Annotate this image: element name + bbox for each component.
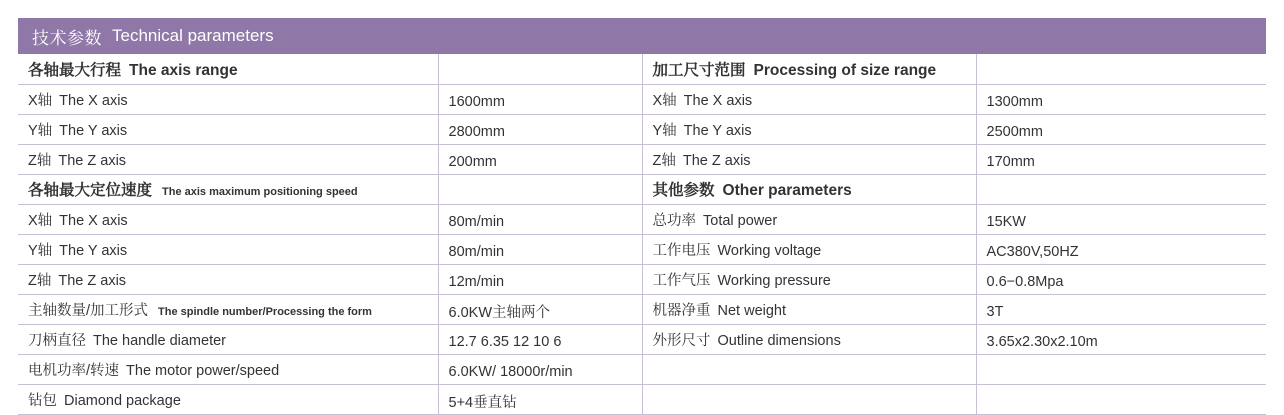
row-value-cell — [438, 234, 642, 264]
row-label-cell — [642, 354, 976, 384]
row-label-en: The axis maximum positioning speed — [162, 186, 358, 198]
row-label-cell — [642, 324, 976, 354]
row-label-en: The axis range — [129, 61, 238, 79]
row-label-cn: 工作电压 — [652, 242, 711, 259]
row-label-cell — [642, 174, 976, 204]
row-label-en: Working voltage — [717, 242, 822, 259]
row-label-en: The Y axis — [59, 242, 128, 259]
row-label-cn: X轴 — [28, 92, 53, 109]
row-label-cell — [642, 144, 976, 174]
row-value: 1300mm — [986, 93, 1043, 110]
row-label-cell — [18, 264, 438, 294]
row-value-cell — [438, 84, 642, 114]
row-value-cell — [438, 144, 642, 174]
technical-parameters-panel — [18, 18, 1266, 415]
row-label-cn: 外形尺寸 — [652, 332, 711, 349]
row-label-cn: Z轴 — [28, 272, 52, 289]
row-label-cn: 钻包 — [28, 392, 57, 409]
row-value: 12m/min — [448, 273, 505, 290]
row-label-en: Working pressure — [717, 272, 831, 289]
row-value-cell — [438, 204, 642, 234]
row-label-cn: 各轴最大行程 — [28, 61, 122, 79]
row-label-cell — [18, 384, 438, 414]
row-value: 0.6−0.8Mpa — [986, 273, 1064, 290]
row-label-cell — [642, 264, 976, 294]
row-value: 170mm — [986, 153, 1035, 170]
row-label-cell — [18, 294, 438, 324]
table-row — [18, 384, 1266, 414]
row-label-cn: Y轴 — [28, 242, 53, 259]
row-label-cell — [18, 114, 438, 144]
table-row — [18, 204, 1266, 234]
row-label-cell — [642, 204, 976, 234]
panel-title-en: Technical parameters — [112, 26, 274, 45]
row-label-cell — [642, 294, 976, 324]
row-value-cell — [976, 54, 1266, 84]
row-label-cn: Y轴 — [652, 122, 677, 139]
table-row — [18, 264, 1266, 294]
row-label-cn: Z轴 — [28, 152, 52, 169]
row-value: 15KW — [986, 213, 1026, 230]
row-label-en: The Y axis — [683, 122, 752, 139]
row-value-cell — [976, 144, 1266, 174]
row-value-cell — [438, 114, 642, 144]
row-label-en: The Z axis — [58, 152, 127, 169]
table-row — [18, 114, 1266, 144]
row-label-cn: 其他参数 — [652, 182, 715, 199]
row-value-cell — [438, 174, 642, 204]
row-label-cn: 工作气压 — [652, 272, 711, 289]
row-label-cn: 主轴数量/加工形式 — [28, 302, 149, 319]
row-value-cell — [438, 324, 642, 354]
panel-header — [18, 18, 1266, 54]
panel-title-cn: 技术参数 — [32, 28, 102, 48]
row-label-cell — [642, 234, 976, 264]
row-value-cell — [438, 54, 642, 84]
row-value: 3.65x2.30x2.10m — [986, 333, 1098, 350]
row-label-en: The X axis — [683, 92, 753, 109]
specs-table — [18, 54, 1266, 415]
row-label-cn: Y轴 — [28, 122, 53, 139]
row-value: 80m/min — [448, 243, 505, 260]
table-row — [18, 354, 1266, 384]
row-label-cn: X轴 — [28, 212, 53, 229]
row-label-en: The Y axis — [59, 122, 128, 139]
row-value-cell — [976, 324, 1266, 354]
row-label-en: Processing of size range — [753, 61, 937, 79]
row-value-cell — [976, 294, 1266, 324]
row-value-cell — [976, 264, 1266, 294]
row-label-en: Outline dimensions — [717, 332, 841, 349]
row-label-cn: 总功率 — [652, 212, 696, 229]
row-label-cn: 电机功率/转速 — [28, 362, 120, 379]
row-label-cell — [18, 84, 438, 114]
table-row — [18, 84, 1266, 114]
row-value-cell — [976, 204, 1266, 234]
row-value: 3T — [986, 303, 1004, 320]
row-label-en: Diamond package — [64, 392, 181, 409]
table-row — [18, 54, 1266, 84]
row-value-cell — [438, 264, 642, 294]
row-label-cell — [18, 174, 438, 204]
row-value: 200mm — [448, 153, 497, 170]
row-label-cell — [18, 234, 438, 264]
row-label-en: Other parameters — [722, 182, 852, 199]
row-label-en: The X axis — [59, 92, 128, 109]
row-value: 80m/min — [448, 213, 505, 230]
row-value: 5+4垂直钻 — [448, 395, 517, 411]
table-row — [18, 174, 1266, 204]
row-value: AC380V,50HZ — [986, 243, 1079, 260]
row-value-cell — [976, 384, 1266, 414]
row-value-cell — [438, 354, 642, 384]
row-label-cell — [18, 144, 438, 174]
table-row — [18, 294, 1266, 324]
table-row — [18, 144, 1266, 174]
row-label-cell — [18, 204, 438, 234]
row-label-en: The X axis — [59, 212, 128, 229]
row-label-cn: 各轴最大定位速度 — [28, 182, 153, 199]
row-label-cell — [642, 84, 976, 114]
table-row — [18, 324, 1266, 354]
row-label-cell — [642, 54, 976, 84]
row-value-cell — [438, 294, 642, 324]
row-label-cell — [642, 384, 976, 414]
row-label-en: Net weight — [717, 302, 787, 319]
row-label-cn: 刀柄直径 — [28, 332, 86, 349]
row-label-cell — [18, 324, 438, 354]
row-value-cell — [976, 174, 1266, 204]
row-value: 6.0KW/ 18000r/min — [448, 363, 573, 380]
row-label-en: The Z axis — [682, 152, 751, 169]
row-label-cell — [18, 354, 438, 384]
row-label-en: The spindle number/Processing the form — [158, 305, 372, 318]
row-value: 1600mm — [448, 93, 505, 110]
row-label-cn: Z轴 — [652, 152, 676, 169]
row-label-en: The handle diameter — [93, 332, 226, 349]
row-value-cell — [438, 384, 642, 414]
row-value-cell — [976, 354, 1266, 384]
row-label-en: The motor power/speed — [126, 362, 280, 379]
row-label-cn: 机器净重 — [652, 302, 711, 319]
row-label-cn: X轴 — [652, 92, 677, 109]
row-value: 2500mm — [986, 123, 1043, 140]
row-value: 12.7 6.35 12 10 6 — [448, 333, 562, 350]
row-value: 6.0KW主轴两个 — [448, 305, 551, 321]
row-label-cn: 加工尺寸范围 — [652, 61, 746, 79]
table-row — [18, 234, 1266, 264]
row-value-cell — [976, 84, 1266, 114]
row-value: 2800mm — [448, 123, 505, 140]
row-label-en: Total power — [703, 212, 778, 229]
row-label-cell — [18, 54, 438, 84]
row-value-cell — [976, 114, 1266, 144]
row-label-en: The Z axis — [58, 272, 127, 289]
row-value-cell — [976, 234, 1266, 264]
row-label-cell — [642, 114, 976, 144]
